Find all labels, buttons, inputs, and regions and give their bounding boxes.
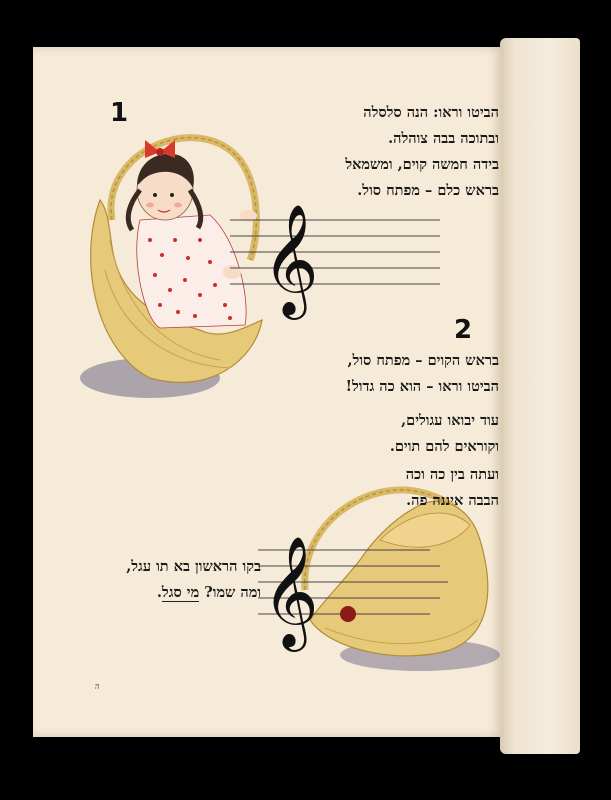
treble-clef-icon: 𝄞 — [262, 535, 319, 647]
treble-clef-icon: 𝄞 — [262, 203, 319, 315]
verse-line — [126, 580, 261, 606]
verse-line: ובתוכה בבה צוהלה. — [388, 130, 499, 147]
verse-line: ועתה בין כה וכה — [405, 466, 499, 483]
verse-2b — [390, 408, 499, 460]
basket-with-doll-illustration — [91, 138, 262, 383]
page-number: ה — [95, 682, 100, 691]
empty-basket-illustration — [305, 490, 488, 656]
note-icon — [340, 606, 356, 622]
verse-line: וקוראים להם תוים. — [389, 438, 499, 455]
verse-2a — [346, 348, 499, 400]
verse-line: בקו הראשון בא תו עגל, — [126, 558, 261, 575]
verse-3 — [126, 554, 261, 606]
verse-line: בידה חמשה קוים, ומשמאל — [345, 156, 499, 173]
section-2-number: 2 — [454, 315, 473, 345]
verse-line: עוד יבואו עגולים, — [401, 412, 499, 429]
verse-line: הביטו וראו – הוא כה גדול! — [345, 378, 499, 395]
verse-line: בראש הקוים – מפתח סול, — [347, 352, 499, 369]
verse-2c — [406, 462, 499, 514]
verse-line-end: . — [156, 584, 162, 601]
section-1-number: 1 — [110, 98, 129, 128]
verse-line: הביטו וראו: הנה סלסלה — [363, 104, 499, 121]
verse-1 — [345, 100, 499, 204]
verse-line-start: ומה שמו? — [199, 584, 261, 601]
note-name-underlined: מי סגל — [161, 584, 200, 601]
verse-line: בראש כלם – מפתח סול. — [357, 182, 499, 199]
verse-line: הבבה איננה פה. — [406, 492, 499, 509]
